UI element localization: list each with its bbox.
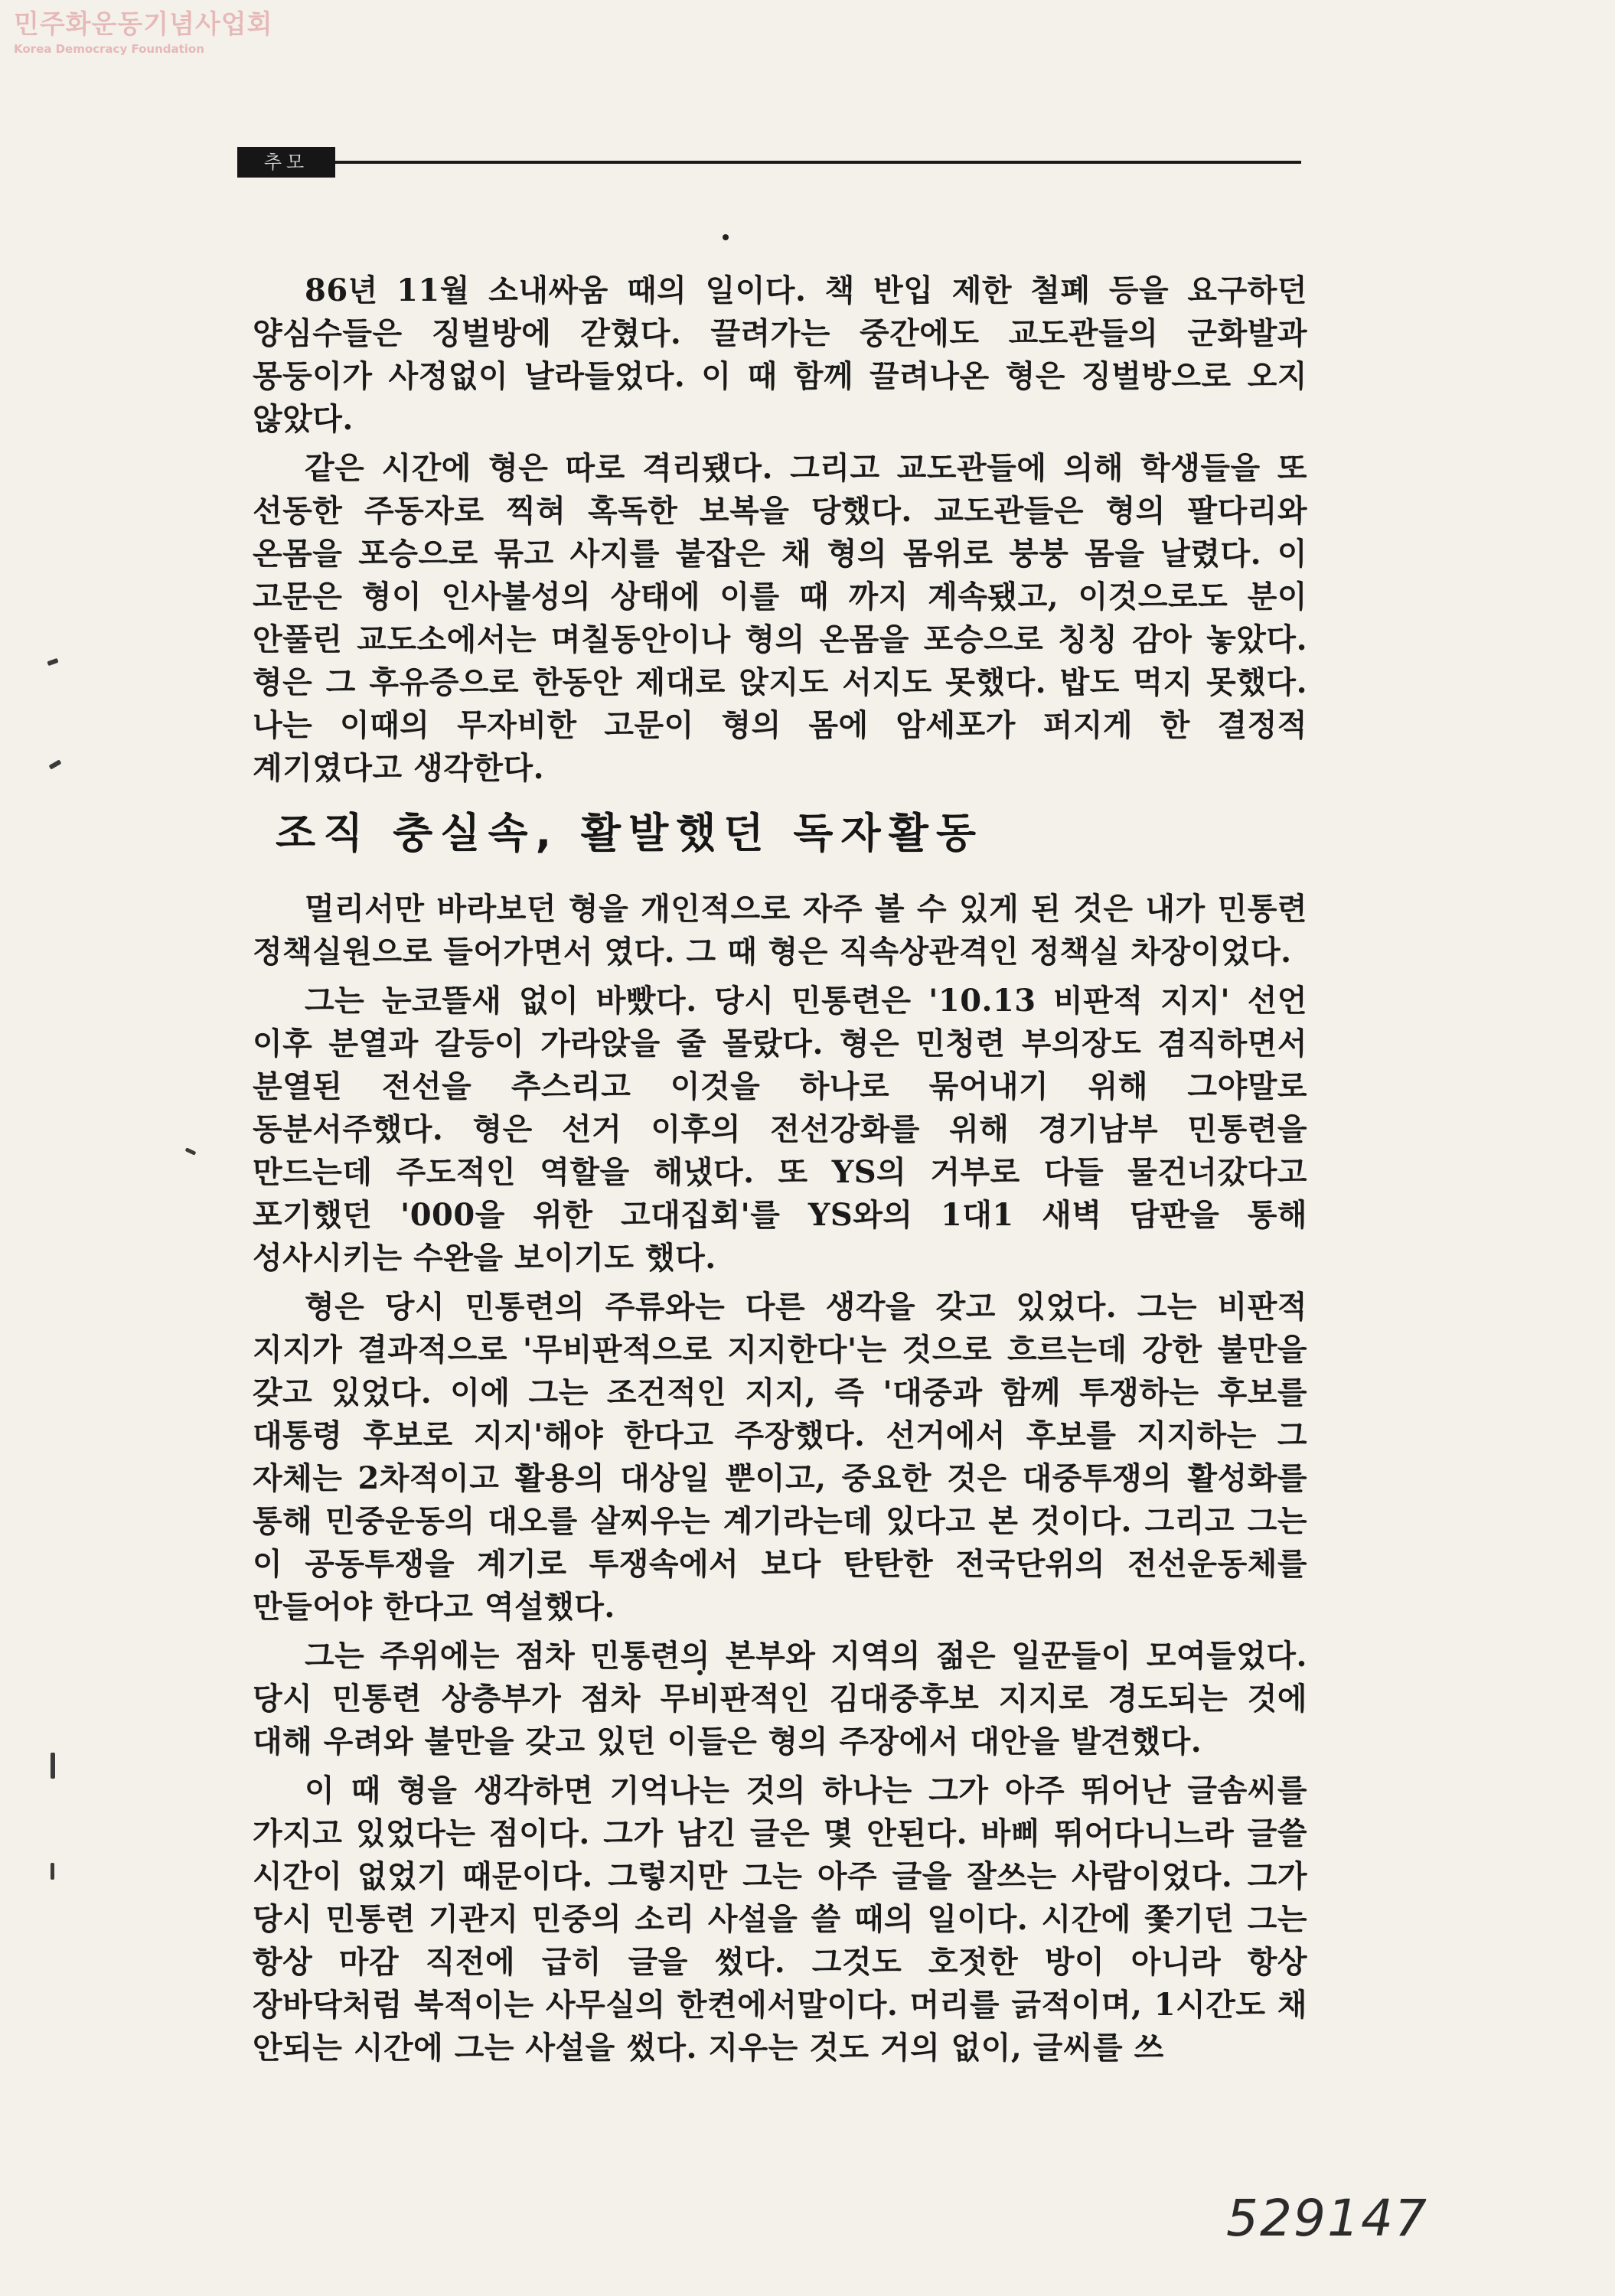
foundation-watermark xyxy=(14,9,272,57)
paragraph: 그는 주위에는 점차 민통련의 본부와 지역의 젊은 일꾼들이 모여들었다. 당시 민통련 상층부가 점차 무비판적인 김대중후보 지지로 경도되는 것에 대해 우려와 불만을 갖고 있던 이들은 형의 주장에서 대안을 발견했다. xyxy=(253,1638,1307,1760)
section-heading: 조직 충실속, 활발했던 독자활동 xyxy=(276,809,984,857)
header-rule xyxy=(335,161,1301,164)
article-section-1 xyxy=(253,269,1307,796)
margin-mark xyxy=(49,759,62,769)
handwritten-archive-number: 529147 xyxy=(1226,2189,1428,2248)
section-label: 추모 xyxy=(237,147,335,178)
article-section-2 xyxy=(253,888,1307,2076)
watermark-korean: 민주화운동기념사업회 xyxy=(14,9,273,40)
margin-mark xyxy=(185,1147,197,1155)
margin-mark xyxy=(51,1863,54,1880)
margin-mark xyxy=(47,658,58,666)
paragraph: 이 때 형을 생각하면 기억나는 것의 하나는 그가 아주 뛰어난 글솜씨를 가지고 있었다는 점이다. 그가 남긴 글은 몇 안된다. 바삐 뛰어다니느라 글쓸 시간이 없었기 때문이다. 그렇지만 그는 아주 글을 잘쓰는 사람이었다. 그가 당시 민통련 기관지 민중의 소리 사설을 쓸 때의 일이다. 시간에 쫓기던 그는 항상 마감 직전에 급히 글을 썼다. 그것도 호젓한 방이 아니라 항상 장바닥처럼 북적이는 사무실의 한켠에서말이다. 머리를 긁적이며, 1시간도 채 안되는 시간에 그는 사설을 썼다. 지우는 것도 거의 없이, 글씨를 쓰 xyxy=(253,1773,1307,2066)
watermark-english: Korea Democracy Foundation xyxy=(14,42,204,56)
paragraph: 멀리서만 바라보던 형을 개인적으로 자주 볼 수 있게 된 것은 내가 민통련 정책실원으로 들어가면서 였다. 그 때 형은 직속상관격인 정책실 차장이었다. xyxy=(253,891,1307,970)
speck-mark xyxy=(723,234,729,240)
paragraph: 그는 눈코뜰새 없이 바빴다. 당시 민통련은 '10.13 비판적 지지' 선언 이후 분열과 갈등이 가라앉을 줄 몰랐다. 형은 민청련 부의장도 겸직하면서 분열된 전선을 추스리고 이것을 하나로 묶어내기 위해 그야말로 동분서주했다. 형은 선거 이후의 전선강화를 위해 경기남부 민통련을 만드는데 주도적인 역할을 해냈다. 또 YS의 거부로 다들 물건너갔다고 포기했던 '000을 위한 고대집회'를 YS와의 1대1 새벽 담판을 통해 성사시키는 수완을 보이기도 했다. xyxy=(253,983,1307,1276)
margin-mark xyxy=(51,1753,55,1779)
paragraph: 86년 11월 소내싸움 때의 일이다. 책 반입 제한 철폐 등을 요구하던 양심수들은 징벌방에 갇혔다. 끌려가는 중간에도 교도관들의 군화발과 몽둥이가 사정없이 날라들었다. 이 때 함께 끌려나온 형은 징벌방으로 오지 않았다. xyxy=(253,272,1307,437)
section-header xyxy=(237,147,1301,178)
paragraph: 형은 당시 민통련의 주류와는 다른 생각을 갖고 있었다. 그는 비판적 지지가 결과적으로 '무비판적으로 지지한다'는 것으로 흐르는데 강한 불만을 갖고 있었다. 이에 그는 조건적인 지지, 즉 '대중과 함께 투쟁하는 후보를 대통령 후보로 지지'해야 한다고 주장했다. 선거에서 후보를 지지하는 그 자체는 2차적이고 활용의 대상일 뿐이고, 중요한 것은 대중투쟁의 활성화를 통해 민중운동의 대오를 살찌우는 계기라는데 있다고 본 것이다. 그리고 그는 이 공동투쟁을 계기로 투쟁속에서 보다 탄탄한 전국단위의 전선운동체를 만들어야 한다고 역설했다. xyxy=(253,1289,1307,1625)
paragraph: 같은 시간에 형은 따로 격리됐다. 그리고 교도관들에 의해 학생들을 또 선동한 주동자로 찍혀 혹독한 보복을 당했다. 교도관들은 형의 팔다리와 온몸을 포승으로 묶고 사지를 붙잡은 채 형의 몸위로 붕붕 몸을 날렸다. 이 고문은 형이 인사불성의 상태에 이를 때 까지 계속됐고, 이것으로도 분이 안풀린 교도소에서는 며칠동안이나 형의 온몸을 포승으로 칭칭 감아 놓았다. 형은 그 후유증으로 한동안 제대로 앉지도 서지도 못했다. 밥도 먹지 못했다. 나는 이때의 무자비한 고문이 형의 몸에 암세포가 퍼지게 한 결정적 계기였다고 생각한다. xyxy=(253,450,1307,786)
